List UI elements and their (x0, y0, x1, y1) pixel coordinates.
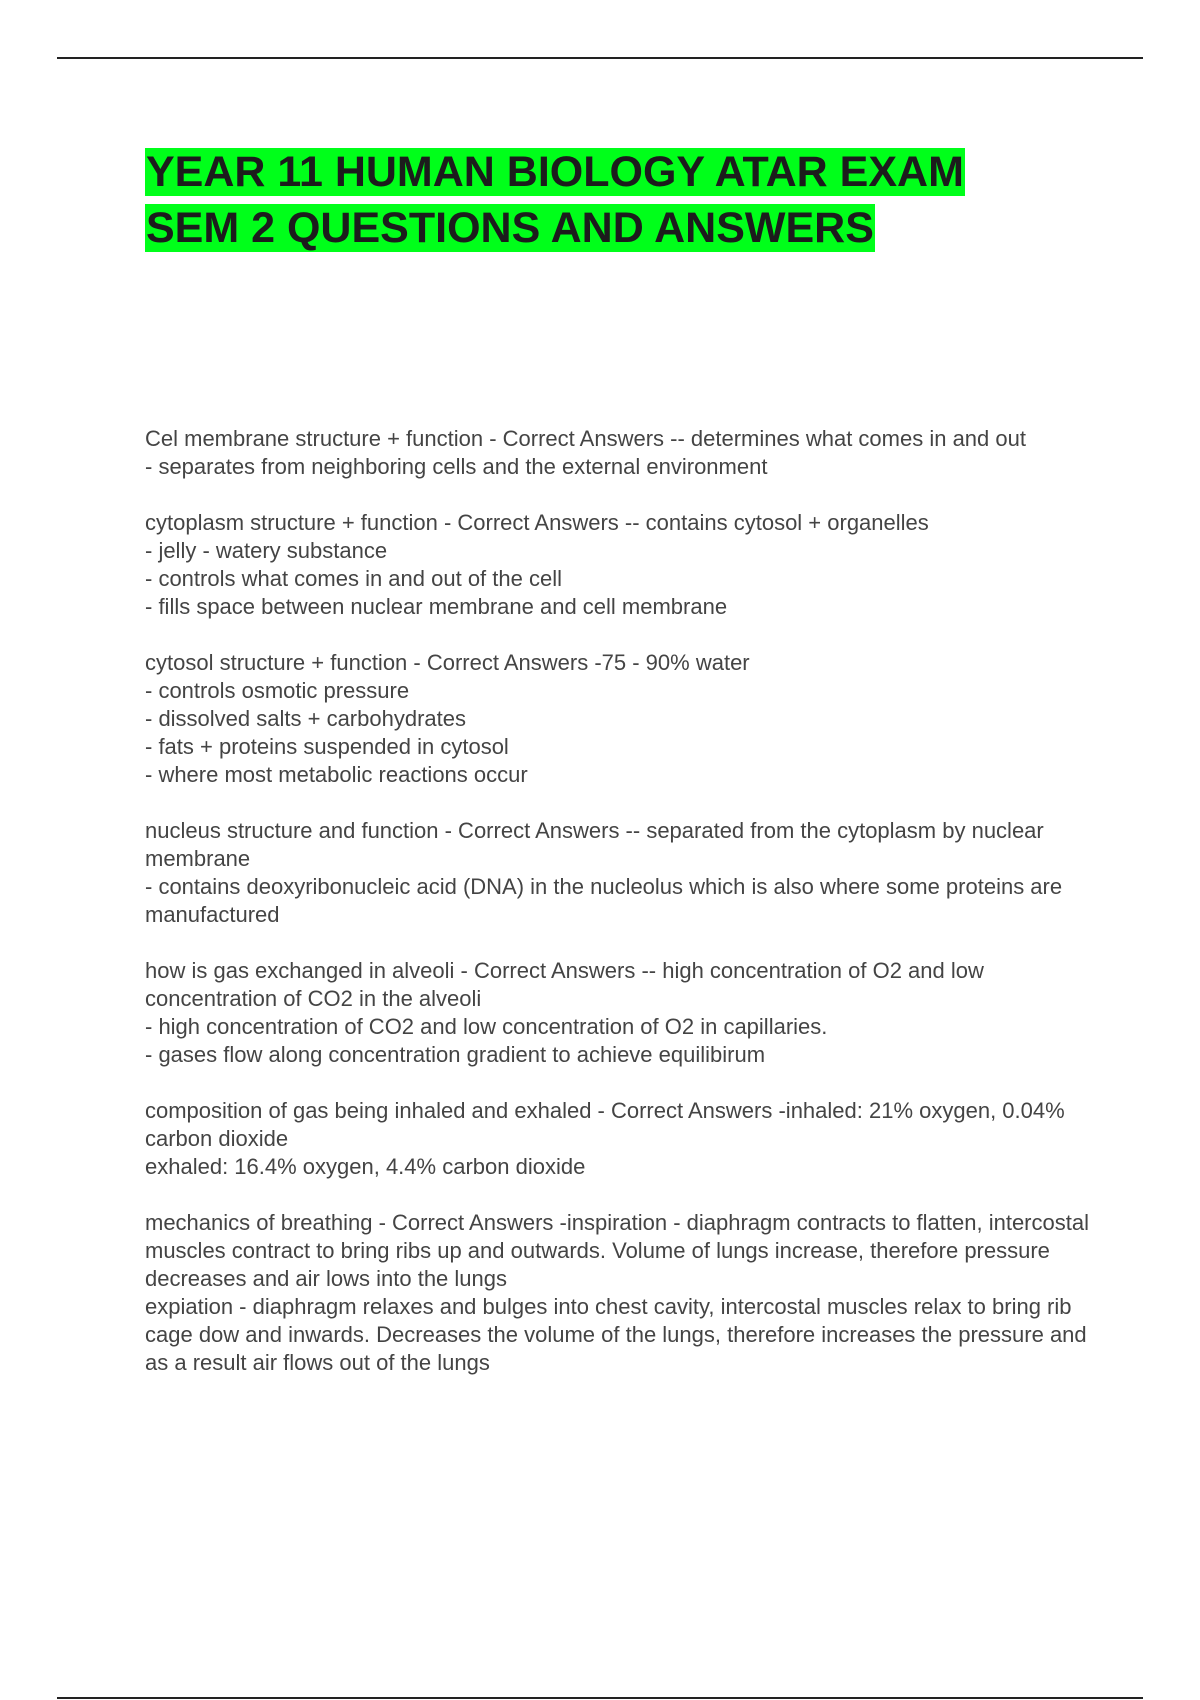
qa-list (145, 425, 1090, 1405)
qa-line: - fills space between nuclear membrane and cell membrane (145, 594, 728, 619)
qa-line: composition of gas being inhaled and exhaled - Correct Answers -inhaled: 21% oxygen, 0.04% carbon dioxide (145, 1098, 1065, 1151)
qa-item (145, 1097, 1090, 1181)
qa-line: nucleus structure and function - Correct Answers -- separated from the cytoplasm by nuclear membrane (145, 818, 1044, 871)
qa-item (145, 957, 1090, 1069)
qa-line: mechanics of breathing - Correct Answers -inspiration - diaphragm contracts to flatten, intercostal muscles contract to bring ribs up and outwards. Volume of lungs increase, therefore pressure decreases and air lows into the lungs (145, 1210, 1089, 1291)
qa-line: - fats + proteins suspended in cytosol (145, 734, 509, 759)
document-title (145, 144, 1105, 256)
qa-line: Cel membrane structure + function - Correct Answers -- determines what comes in and out (145, 426, 1026, 451)
qa-line: - controls what comes in and out of the cell (145, 566, 562, 591)
qa-line: - jelly - watery substance (145, 538, 388, 563)
qa-line: expiation - diaphragm relaxes and bulges into chest cavity, intercostal muscles relax to bring rib cage dow and inwards. Decreases the volume of the lungs, therefore increases the pressure and as a result air flows out of the lungs (145, 1294, 1087, 1375)
bottom-rule (57, 1697, 1143, 1699)
qa-line: how is gas exchanged in alveoli - Correct Answers -- high concentration of O2 and low concentration of CO2 in the alveoli (145, 958, 984, 1011)
qa-item (145, 509, 1090, 621)
title-line-2: SEM 2 QUESTIONS AND ANSWERS (146, 204, 874, 252)
qa-line: - contains deoxyribonucleic acid (DNA) in the nucleolus which is also where some proteins are manufactured (145, 874, 1063, 927)
title-line-1: YEAR 11 HUMAN BIOLOGY ATAR EXAM (146, 148, 964, 196)
top-rule (57, 57, 1143, 59)
qa-item (145, 817, 1090, 929)
qa-line: cytoplasm structure + function - Correct Answers -- contains cytosol + organelles (145, 510, 929, 535)
qa-line: cytosol structure + function - Correct Answers -75 - 90% water (145, 650, 750, 675)
qa-line: - separates from neighboring cells and the external environment (145, 454, 768, 479)
qa-line: - controls osmotic pressure (145, 678, 410, 703)
qa-line: - high concentration of CO2 and low concentration of O2 in capillaries. (145, 1014, 828, 1039)
qa-item (145, 1209, 1090, 1377)
qa-item (145, 649, 1090, 789)
qa-line: - dissolved salts + carbohydrates (145, 706, 466, 731)
qa-line: - gases flow along concentration gradient to achieve equilibirum (145, 1042, 766, 1067)
qa-item (145, 425, 1090, 481)
qa-line: - where most metabolic reactions occur (145, 762, 528, 787)
qa-line: exhaled: 16.4% oxygen, 4.4% carbon dioxide (145, 1154, 586, 1179)
